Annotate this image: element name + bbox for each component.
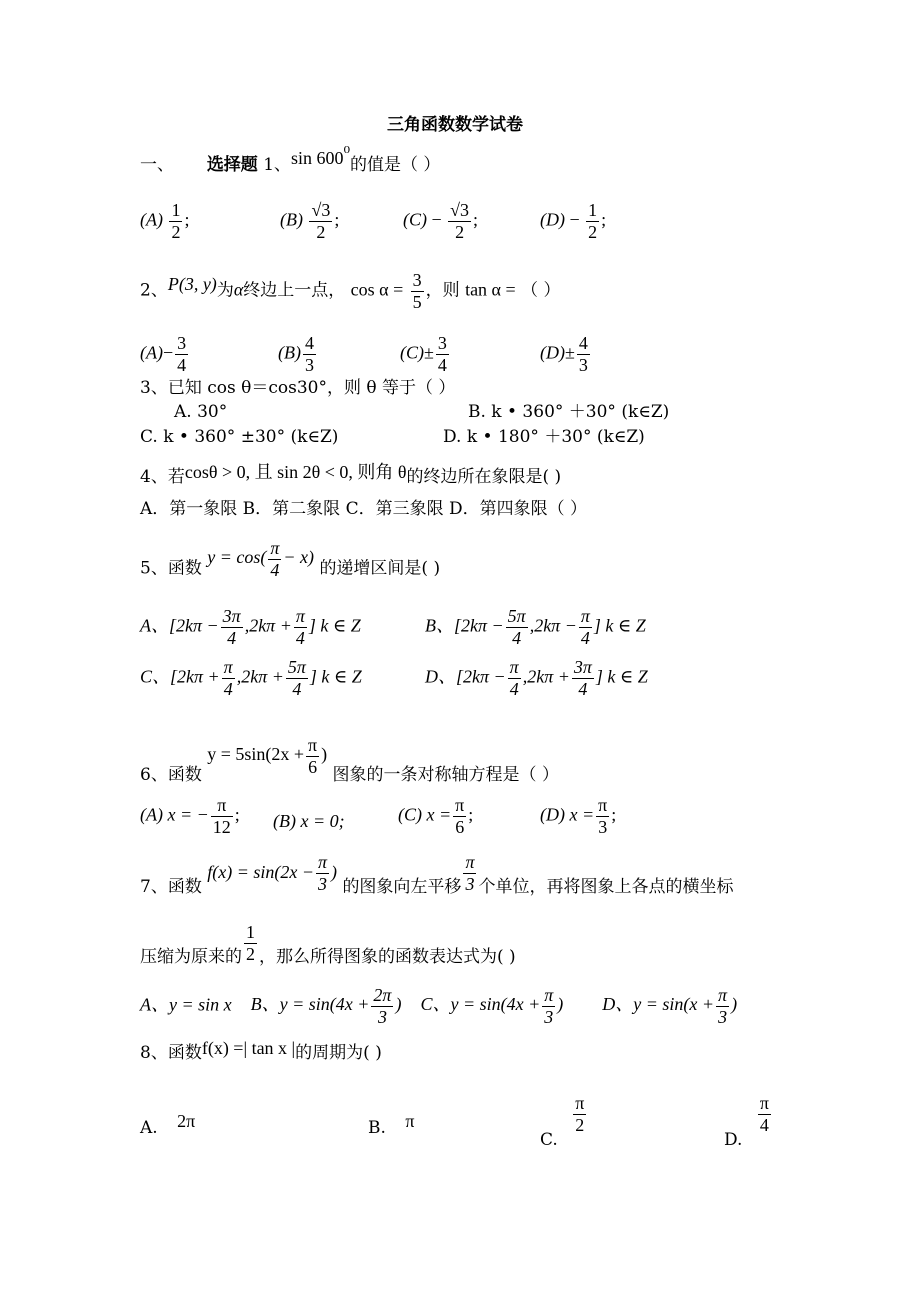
q8-function: f(x) =| tan x |	[201, 1038, 296, 1058]
fraction-numerator: 3π	[573, 657, 592, 677]
option-tail: ;	[611, 804, 617, 825]
fraction-denominator: 2	[588, 221, 598, 242]
fraction-numerator: π	[544, 985, 554, 1005]
fraction-numerator: 1	[588, 200, 598, 220]
option-tail: ;	[601, 209, 607, 230]
option-expression: D、y = sin(x +	[602, 994, 715, 1015]
q7-options	[140, 985, 737, 1027]
fraction-numerator: π	[465, 852, 475, 872]
q2-text: 为	[216, 280, 234, 301]
q2-tan-expression: tan α =	[465, 279, 516, 300]
option-tail: )	[395, 994, 402, 1015]
option-label: (C)	[400, 342, 424, 363]
q8-option-d	[724, 1093, 773, 1150]
fraction-numerator: 5π	[287, 657, 306, 677]
q6-option-a	[140, 795, 240, 837]
interval-right: ] k ∈ Z	[309, 666, 362, 687]
question-7-stem	[140, 852, 733, 895]
fraction-denominator: 3	[598, 816, 608, 837]
fraction-denominator: 4	[177, 354, 187, 375]
q5-option-a	[140, 606, 361, 648]
fraction-numerator: π	[598, 795, 608, 815]
option-label: A.	[140, 1118, 158, 1138]
option-label: (C)	[398, 804, 422, 825]
fraction-numerator: π	[295, 606, 305, 626]
fraction-numerator: π	[223, 657, 233, 677]
q8-question-text: 的周期为( )	[295, 1043, 382, 1063]
fraction-denominator: 4	[227, 627, 237, 648]
fraction-denominator: 4	[292, 678, 302, 699]
fraction-numerator: 4	[304, 333, 314, 353]
option-label: D.	[724, 1129, 743, 1150]
q6-option-d	[540, 795, 616, 837]
option-label: (D)	[540, 342, 565, 363]
q6-option-b	[273, 812, 345, 830]
fraction-denominator: 4	[512, 627, 522, 648]
q7-option-b	[250, 985, 402, 1027]
option-tail: ;	[468, 804, 474, 825]
fraction-denominator: 4	[437, 354, 447, 375]
fraction-denominator: 6	[308, 756, 318, 777]
q2-option-d	[540, 333, 592, 375]
fraction-numerator: π	[718, 985, 728, 1005]
q2-option-a	[140, 333, 190, 375]
function-head: y = 5sin(2x +	[207, 744, 305, 765]
fraction-numerator: π	[575, 1093, 585, 1113]
fraction-denominator: 4	[580, 627, 590, 648]
fraction-denominator: 2	[171, 221, 181, 242]
q7-text: 压缩为原来的	[140, 946, 242, 967]
option-value: 2π	[177, 1111, 196, 1131]
q8-option-a	[140, 1111, 196, 1138]
q1-expression: sin 600	[291, 148, 344, 168]
option-sign: −	[569, 209, 580, 230]
fraction-numerator: π	[211, 795, 233, 817]
option-tail: ;	[334, 209, 340, 230]
q7-text: 的图象向左平移	[342, 876, 462, 897]
q1-option-d	[540, 200, 606, 242]
fraction-denominator: 12	[212, 816, 231, 837]
q7-text: ，那么所得图象的函数表达式为( )	[259, 946, 516, 967]
fraction-numerator: π	[270, 538, 280, 558]
question-5-stem	[140, 538, 441, 590]
q8-option-c	[540, 1093, 588, 1150]
q4-options: A．第一象限 B．第二象限 C．第三象限 D．第四象限（ ）	[140, 499, 588, 519]
fraction-denominator: 2	[575, 1114, 585, 1135]
option-label: (A)	[140, 342, 163, 363]
fraction-numerator: 3	[437, 333, 447, 353]
q5-option-c	[140, 657, 362, 699]
question-8-stem	[140, 1038, 382, 1063]
option-label: B.	[368, 1118, 386, 1138]
question-2-stem	[140, 270, 560, 312]
option-value: π	[405, 1111, 415, 1131]
fraction-numerator: √3	[311, 200, 331, 220]
fraction-denominator: 2	[316, 221, 326, 242]
interval-middle: ,2kπ +	[236, 666, 284, 687]
fraction-numerator: 5π	[507, 606, 526, 626]
q2-answer-blank: （ ）	[521, 280, 561, 301]
option-label: (B)	[273, 811, 296, 831]
question-6-stem	[140, 735, 559, 786]
fraction-numerator: π	[455, 795, 465, 815]
question-3-stem: 3、已知 cos θ＝cos30°，则 θ 等于（ ）	[140, 378, 456, 398]
q3-option-a: A. 30°	[174, 402, 228, 422]
option-label: (D)	[540, 804, 565, 825]
q1-option-c	[403, 200, 478, 242]
option-tail: ;	[234, 804, 240, 825]
interval-left: C、[2kπ +	[140, 666, 220, 687]
q6-function	[207, 735, 328, 777]
option-expression: B、y = sin(4x +	[250, 994, 370, 1015]
interval-left: D、[2kπ −	[425, 666, 506, 687]
fraction-numerator: 2π	[373, 985, 392, 1005]
option-label: (B)	[280, 209, 303, 230]
option-sign: ±	[565, 342, 575, 363]
q1-degree-mark: ⁰	[343, 143, 350, 162]
q7-number: 7、函数	[140, 876, 202, 897]
fraction-denominator: 3	[718, 1006, 728, 1027]
q1-option-b	[280, 200, 339, 242]
option-sign: −	[431, 209, 442, 230]
option-sign: ±	[424, 342, 434, 363]
q5-option-d	[425, 657, 648, 699]
q8-number: 8、函数	[140, 1043, 202, 1063]
fraction-numerator: π	[318, 852, 328, 873]
q3-option-c: C. k • 360° ±30° (k∈Z)	[140, 427, 339, 447]
q5-number: 5、函数	[140, 558, 202, 579]
option-label: (D)	[540, 209, 565, 230]
fraction-denominator: 4	[759, 1114, 769, 1135]
option-label: (B)	[278, 342, 301, 363]
option-expression: C、y = sin(4x +	[420, 994, 541, 1015]
q5-option-b	[425, 606, 646, 648]
interval-left: B、[2kπ −	[425, 615, 504, 636]
fraction-numerator: 3	[177, 333, 187, 353]
q5-question-text: 的递增区间是( )	[319, 558, 441, 579]
q7-option-a: A、y = sin x	[140, 994, 232, 1015]
fraction-numerator: 3	[412, 270, 422, 290]
fraction-denominator: 3	[377, 1006, 387, 1027]
q7-option-d	[602, 985, 738, 1027]
fraction-numerator: 3π	[222, 606, 241, 626]
fraction-numerator: π	[308, 735, 318, 755]
q2-point: P(3, y)	[167, 273, 217, 294]
interval-right: ] k ∈ Z	[308, 615, 361, 636]
q8-option-b	[368, 1111, 415, 1138]
fraction-numerator: π	[509, 657, 519, 677]
fraction-denominator: 4	[270, 559, 280, 580]
fraction-denominator: 3	[318, 874, 328, 895]
fraction-denominator: 4	[223, 678, 233, 699]
q6-number: 6、函数	[140, 765, 202, 786]
fraction-denominator: 4	[578, 678, 588, 699]
q7-function	[207, 852, 338, 895]
fraction-denominator: 2	[246, 943, 255, 964]
function-tail: − x)	[283, 547, 315, 568]
fraction-denominator: 3	[578, 354, 588, 375]
fraction-denominator: 2	[455, 221, 465, 242]
option-tail: ;	[473, 209, 479, 230]
q2-alpha: α	[233, 279, 244, 300]
section-prefix: 一、	[140, 155, 174, 175]
q1-number: 1、	[263, 155, 292, 175]
fraction-numerator: 1	[171, 200, 181, 220]
q7-text: 个单位，再将图象上各点的横坐标	[478, 876, 734, 897]
q2-number: 2、	[140, 280, 168, 301]
function-head: y = cos(	[207, 547, 267, 568]
interval-right: ] k ∈ Z	[595, 666, 648, 687]
option-label: (C)	[403, 209, 427, 230]
q3-option-d: D. k • 180° ＋30° (k∈Z)	[443, 427, 645, 447]
fraction-denominator: 3	[304, 354, 314, 375]
q4-number: 4、若	[140, 467, 185, 487]
function-tail: )	[331, 861, 338, 882]
question-4-stem	[140, 462, 562, 487]
q2-text: ，则	[425, 280, 460, 301]
interval-right: ] k ∈ Z	[593, 615, 646, 636]
q6-question-text: 图象的一条对称轴方程是（ ）	[332, 765, 559, 786]
interval-left: A、[2kπ −	[140, 615, 219, 636]
option-tail: )	[557, 994, 564, 1015]
function-head: f(x) = sin(2x −	[207, 861, 314, 882]
interval-middle: ,2kπ +	[244, 615, 292, 636]
fraction-denominator: 5	[412, 291, 422, 312]
interval-middle: ,2kπ −	[529, 615, 577, 636]
option-tail: ;	[184, 209, 190, 230]
q7-line-2	[140, 922, 516, 967]
q4-question-text: 的终边所在象限是( )	[406, 467, 562, 487]
fraction-numerator: 4	[578, 333, 588, 353]
option-expression: x =	[569, 804, 595, 825]
fraction-numerator: √3	[450, 200, 470, 220]
interval-middle: ,2kπ +	[522, 666, 570, 687]
q5-function	[207, 538, 315, 580]
option-label: (A)	[140, 209, 163, 230]
q7-option-c	[420, 985, 564, 1027]
q2-option-c	[400, 333, 451, 375]
question-1-stem	[140, 143, 441, 175]
fraction-denominator: 6	[455, 816, 465, 837]
fraction-numerator: π	[759, 1093, 769, 1113]
q2-cos-expression: cos α =	[350, 279, 404, 300]
option-expression: x =	[426, 804, 452, 825]
q2-text: 终边上一点，	[243, 280, 346, 301]
q6-option-c	[398, 795, 473, 837]
q3-option-b: B. k • 360° ＋30° (k∈Z)	[468, 402, 670, 422]
page-title: 三角函数数学试卷	[387, 115, 523, 135]
fraction-denominator: 3	[544, 1006, 554, 1027]
q1-option-a	[140, 200, 190, 242]
q2-option-b	[278, 333, 318, 375]
function-tail: )	[321, 744, 328, 765]
option-expression: x = −	[167, 804, 209, 825]
fraction-numerator: 1	[246, 922, 255, 942]
option-label: (A)	[140, 804, 163, 825]
option-tail: )	[731, 994, 738, 1015]
option-expression: x = 0;	[300, 811, 345, 831]
fraction-denominator: 4	[295, 627, 305, 648]
section-heading: 选择题	[206, 155, 258, 175]
option-sign: −	[162, 342, 174, 363]
fraction-denominator: 3	[465, 873, 475, 894]
option-label: C.	[540, 1129, 558, 1150]
fraction-numerator: π	[580, 606, 590, 626]
fraction-denominator: 4	[509, 678, 519, 699]
q4-condition: cosθ > 0, 且 sin 2θ < 0, 则角 θ	[184, 462, 407, 482]
q1-question-text: 的值是（ ）	[349, 155, 441, 175]
